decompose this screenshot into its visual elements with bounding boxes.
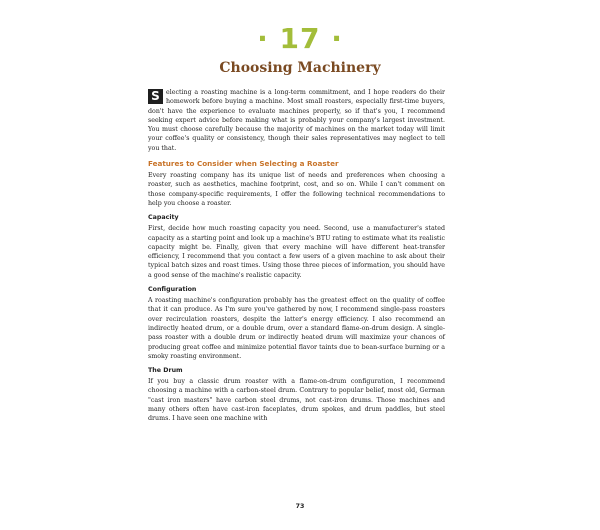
intro-paragraph [148,88,445,153]
page-number: 73 [295,503,305,510]
section-heading: Features to Consider when Selecting a Roaster [148,159,339,169]
configuration-heading: Configuration [148,286,197,294]
drum-paragraph: If you buy a classic drum roaster with a flame-on-drum configuration, I recommend choosing a machine with a carbon-steel drum. Contrary to popular belief, most old, German "cast iron masters" have carbon steel drums, not cast-iron drums. Those machines and many others often have cast-iron faceplates, drum spokes, and drum paddles, but steel drums. I have seen one machine with [148,378,445,423]
intro-text: electing a roasting machine is a long-term commitment, and I hope readers do their homework before buying a machine. Most small roasters, especially first-time buyers, don't have the experience to evaluate machines properly, so if that's you, I recommend seeking expert advice before making what is probably your company's largest investment. You must choose carefully because the majority of machines on the market today will limit your coffee's quality or consistency, though their sales representatives may neglect to tell you that. [148,89,445,152]
chapter-number: · 17 · [257,22,343,55]
chapter-title: Choosing Machinery [219,60,381,76]
drum-heading: The Drum [148,367,183,375]
capacity-paragraph: First, decide how much roasting capacity you need. Second, use a manufacturer's stated capacity as a starting point and look up a machine's BTU rating to estimate what its realistic capacity might be. Finally, given that every machine will have different heat-transfer efficiency, I recommend that you contact a few users of a given machine to ask about their typical batch sizes and roast times. Using those three pieces of information, you should have a good sense of the machine's realistic capacity. [148,225,445,279]
configuration-paragraph: A roasting machine's configuration probably has the greatest effect on the quality of coffee that it can produce. As I'm sure you've gathered by now, I recommend single-pass roasters over recirculation roasters, despite the latter's energy efficiency. I also recommend an indirectly heated drum, or a double drum, over a standard flame-on-drum design. A single-pass roaster with a double drum or indirectly heated drum will maximize your chances of producing great coffee and minimize potential flavor taints due to bean-surface burning or a smoky roasting environment. [148,297,445,360]
page-body [148,88,445,428]
capacity-heading: Capacity [148,214,179,222]
drop-cap: S [148,89,163,104]
section-paragraph: Every roasting company has its unique list of needs and preferences when choosing a roaster, such as aesthetics, machine footprint, cost, and so on. While I can't comment on those company-specific requirements, I offer the following technical recommendations to help you choose a roaster. [148,172,445,207]
